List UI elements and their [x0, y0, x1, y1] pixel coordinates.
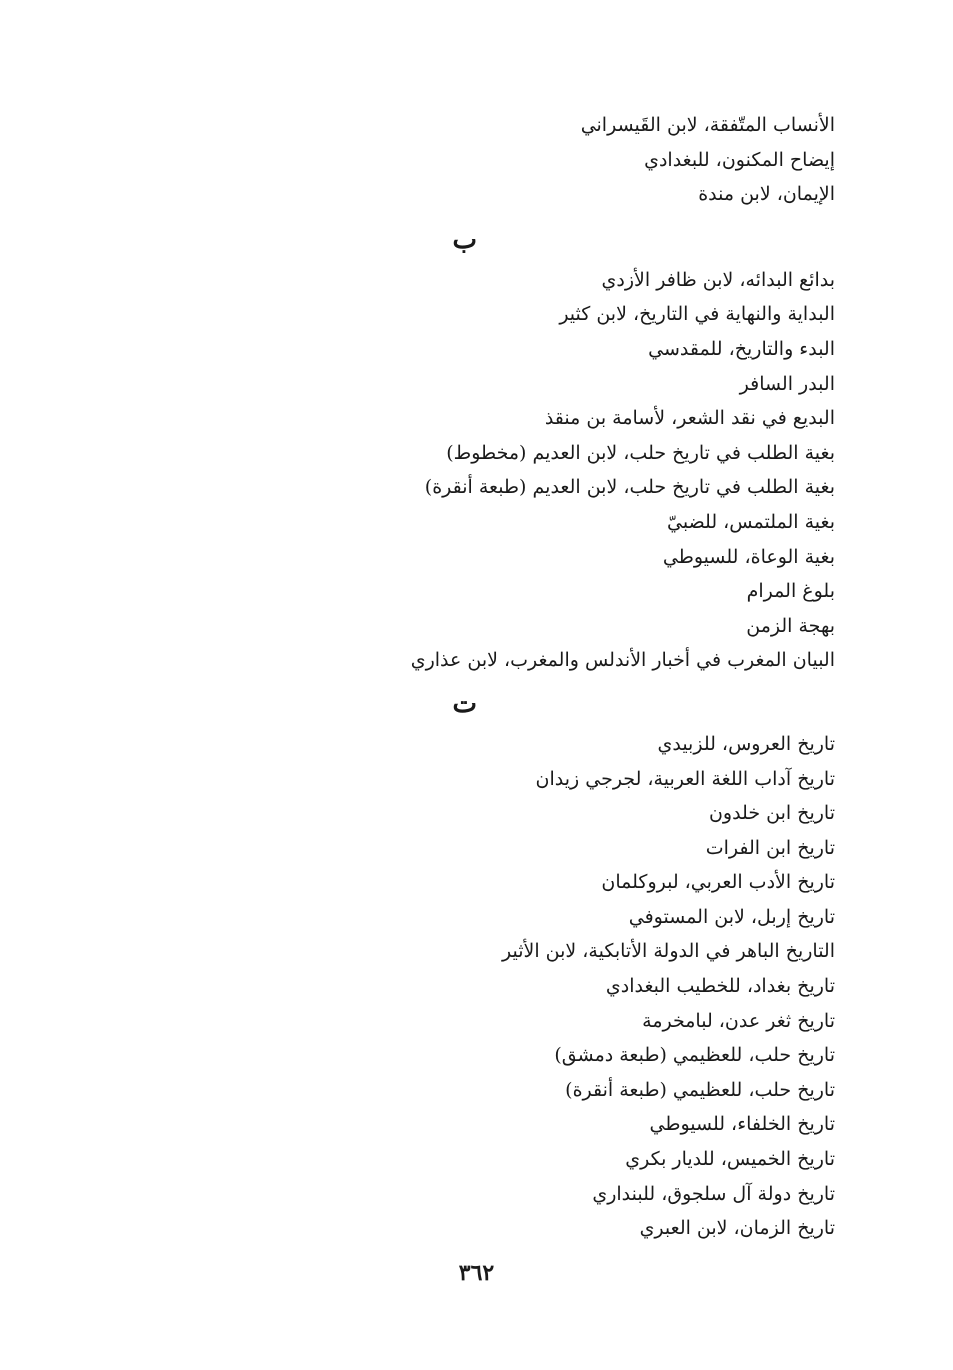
bibliography-entry: بغية الوعاة، للسيوطي: [662, 545, 835, 568]
bibliography-entry: البديع في نقد الشعر، لأسامة بن منقذ: [544, 407, 835, 430]
bibliography-entry: تاريخ الزمان، لابن العبري: [639, 1217, 835, 1240]
bibliography-entry: تاريخ ثغر عدن، لبامخرمة: [642, 1009, 835, 1032]
bibliography-entry: تاريخ العروس، للزبيدي: [657, 732, 835, 755]
bibliography-entry: بدائع البدائه، لابن ظافر الأزدي: [601, 268, 835, 291]
bibliography-entry: تاريخ بغداد، للخطيب البغدادي: [605, 975, 835, 998]
bibliography-entry: الأنساب المتّفقة، لابن القَيسراني: [580, 114, 835, 136]
bibliography-entry: بلوغ المرام: [746, 580, 835, 603]
bibliography-entry: التاريخ الباهر في الدولة الأتابكية، لابن الأثير: [502, 940, 835, 963]
bibliography-entry: إيضاح المكنون، للبغدادي: [644, 148, 835, 171]
bibliography-entry: البدر السافر: [739, 372, 835, 395]
bibliography-entry: تاريخ ابن خلدون: [708, 802, 835, 825]
bibliography-entry: تاريخ حلب، للعظيمي (طبعة دمشق): [554, 1044, 835, 1067]
bibliography-entry: تاريخ الخميس، للديار بكري: [625, 1148, 835, 1171]
bibliography-entry: البيان المغرب في أخبار الأندلس والمغرب، لابن عذاري: [410, 649, 835, 672]
bibliography-entry: تاريخ الأدب العربي، لبروكلمان: [601, 871, 835, 894]
bibliography-list: [275, 108, 835, 1246]
bibliography-entry: بغية الطلب في تاريخ حلب، لابن العديم (مخطوط): [446, 441, 835, 464]
page-number: ٣٦٢: [458, 1260, 495, 1286]
bibliography-entry: البدء والتاريخ، للمقدسي: [648, 337, 835, 360]
section-heading-ta: ت: [452, 688, 477, 719]
bibliography-entry: بهجة الزمن: [746, 614, 835, 637]
bibliography-entry: تاريخ دولة آل سلجوق، للبنداري: [592, 1182, 835, 1205]
bibliography-entry: تاريخ الخلفاء، للسيوطي: [649, 1113, 835, 1136]
bibliography-entry: تاريخ إربل، لابن المستوفي: [628, 905, 835, 928]
section-heading-ba: ب: [452, 224, 477, 255]
bibliography-entry: البداية والنهاية في التاريخ، لابن كثير: [559, 303, 835, 326]
bibliography-entry: تاريخ آداب اللغة العربية، لجرجي زيدان: [535, 767, 835, 790]
bibliography-entry: تاريخ حلب، للعظيمي (طبعة أنقرة): [565, 1078, 835, 1101]
bibliography-entry: الإيمان، لابن مندة: [698, 183, 835, 206]
bibliography-entry: بغية الطلب في تاريخ حلب، لابن العديم (طبعة أنقرة): [424, 476, 835, 499]
bibliography-entry: بغية الملتمس، للضبيّ: [667, 510, 835, 533]
bibliography-entry: تاريخ ابن الفرات: [705, 836, 835, 859]
